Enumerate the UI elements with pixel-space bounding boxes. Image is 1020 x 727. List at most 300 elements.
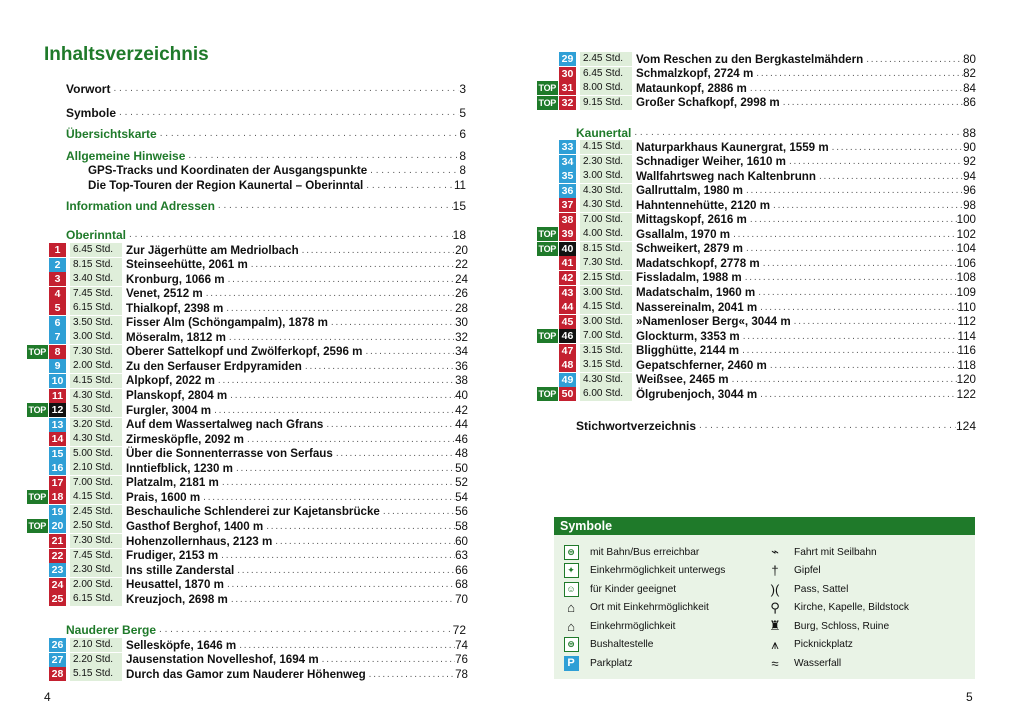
leader-dots xyxy=(328,317,455,328)
tour-title: Heusattel, 1870 m xyxy=(126,578,224,592)
symbol-legend xyxy=(554,517,975,679)
tour-title: Gasthof Berghof, 1400 m xyxy=(126,519,264,533)
tour-tag xyxy=(532,96,576,110)
tour-title: Fisser Alm (Schöngampalm), 1878 m xyxy=(126,316,328,330)
leader-dots xyxy=(227,390,455,401)
leader-dots xyxy=(233,463,455,474)
tour-page: 40 xyxy=(455,389,468,402)
tour-title: Mittagskopf, 2616 m xyxy=(636,213,747,227)
tour-page: 26 xyxy=(455,287,468,301)
bus-stop-icon: ⊜ xyxy=(562,637,580,653)
legend-label: Einkehrmöglichkeit xyxy=(590,620,676,632)
toc-entry[interactable] xyxy=(66,227,466,242)
legend-item xyxy=(766,581,848,597)
leader-dots xyxy=(333,448,455,459)
leader-dots xyxy=(631,127,962,138)
leader-dots xyxy=(757,302,957,313)
leader-dots xyxy=(747,214,957,225)
tour-page: 20 xyxy=(455,243,468,257)
legend-label: Bushaltestelle xyxy=(590,639,654,650)
tour-tag xyxy=(22,418,66,432)
leader-dots xyxy=(126,229,453,240)
tour-tag xyxy=(532,315,576,329)
tour-tag xyxy=(22,490,66,504)
leader-dots xyxy=(767,360,958,371)
leader-dots xyxy=(730,229,957,240)
tour-duration: 5.15 Std. xyxy=(70,667,122,681)
tour-title: Zur Jägerhütte am Medriolbach xyxy=(126,243,299,257)
tour-row[interactable] xyxy=(532,81,976,95)
tour-row[interactable] xyxy=(22,359,468,373)
tour-tag xyxy=(532,67,576,81)
tour-title: Inntiefblick, 1230 m xyxy=(126,461,233,475)
tour-title: Nassereinalm, 2041 m xyxy=(636,300,758,314)
tour-number: 36 xyxy=(559,184,576,198)
tour-number: 23 xyxy=(49,563,66,577)
leader-dots xyxy=(248,259,455,270)
picnic-icon: ⩚ xyxy=(771,636,779,652)
toc-entry-page: 18 xyxy=(452,227,466,242)
tour-duration: 3.20 Std. xyxy=(70,418,122,432)
tour-number: 49 xyxy=(559,373,576,387)
tour-row[interactable] xyxy=(22,418,468,432)
tour-tag xyxy=(532,242,576,256)
tour-tag xyxy=(22,505,66,519)
toc-entry-label: Übersichtskarte xyxy=(66,126,157,141)
pass-icon: )( xyxy=(770,581,780,597)
children-icon: ☺ xyxy=(562,581,580,597)
church-icon: ⚲ xyxy=(770,599,780,615)
bus-train-icon: ⊜ xyxy=(562,544,580,560)
tour-row[interactable] xyxy=(532,198,976,212)
leader-dots xyxy=(755,287,956,298)
legend-label: Parkplatz xyxy=(590,657,633,669)
tour-duration: 4.30 Std. xyxy=(580,198,632,212)
tour-duration: 7.00 Std. xyxy=(580,213,632,227)
tour-row[interactable] xyxy=(22,374,468,388)
tour-page: 46 xyxy=(455,432,468,446)
tour-page: 78 xyxy=(455,667,468,681)
tour-duration: 7.45 Std. xyxy=(70,549,122,563)
tour-duration: 6.45 Std. xyxy=(580,67,632,81)
leader-dots xyxy=(110,83,459,94)
tour-title: Möseralm, 1812 m xyxy=(126,330,226,344)
tour-row[interactable] xyxy=(22,563,468,577)
tour-tag xyxy=(22,243,66,257)
cable-car-icon: ⌁ xyxy=(771,544,779,559)
tour-page: 32 xyxy=(455,330,468,344)
leader-dots xyxy=(770,200,963,211)
tour-tag xyxy=(532,358,576,372)
legend-item xyxy=(562,600,709,616)
legend-item xyxy=(766,637,853,653)
tour-duration: 7.00 Std. xyxy=(70,476,122,490)
tour-row[interactable] xyxy=(22,638,468,652)
toc-entry-page: 15 xyxy=(452,198,466,213)
tour-title: Vom Reschen zu den Bergkastelmähdern xyxy=(636,52,864,66)
leader-dots xyxy=(791,316,958,327)
leader-dots xyxy=(228,594,455,605)
tour-tag xyxy=(22,653,66,667)
leader-dots xyxy=(200,492,455,503)
tour-duration: 4.30 Std. xyxy=(580,184,632,198)
tour-tag xyxy=(22,519,66,533)
tour-tag xyxy=(22,301,66,315)
legend-label: Burg, Schloss, Ruine xyxy=(794,620,890,632)
toc-entry[interactable] xyxy=(66,105,466,120)
hut-icon: ⌂ xyxy=(567,618,575,634)
tour-page: 58 xyxy=(455,519,468,533)
tour-page: 42 xyxy=(455,403,468,417)
tour-page: 94 xyxy=(963,169,976,183)
page-number-left: 4 xyxy=(44,690,51,704)
tour-page: 98 xyxy=(963,198,976,212)
tour-row[interactable] xyxy=(532,169,976,183)
toc-subentry-page: 8 xyxy=(459,163,466,177)
tour-number: 10 xyxy=(49,374,66,388)
legend-label: Fahrt mit Seilbahn xyxy=(794,546,877,558)
tour-number: 45 xyxy=(559,315,576,329)
tour-row[interactable] xyxy=(22,667,468,681)
leader-dots xyxy=(116,107,459,118)
tour-row[interactable] xyxy=(532,52,976,66)
toc-entry-page: 3 xyxy=(459,81,466,96)
tour-page: 48 xyxy=(455,447,468,461)
toc-entry-label: Symbole xyxy=(66,105,117,120)
tour-row[interactable] xyxy=(532,271,976,285)
tour-tag xyxy=(532,140,576,154)
tour-duration: 4.15 Std. xyxy=(70,374,122,388)
toc-entry[interactable] xyxy=(66,622,466,637)
tour-number: 15 xyxy=(49,447,66,461)
leader-dots xyxy=(215,375,455,386)
tour-tag xyxy=(22,667,66,681)
tour-number: 4 xyxy=(49,287,66,301)
legend-item xyxy=(766,655,841,671)
tour-row[interactable] xyxy=(22,316,468,330)
tour-tag xyxy=(22,549,66,563)
tour-title: Naturparkhaus Kaunergrat, 1559 m xyxy=(636,140,829,154)
tour-row[interactable] xyxy=(532,315,976,329)
leader-dots xyxy=(272,536,455,547)
tour-page: 122 xyxy=(956,387,976,401)
legend-title: Symbole xyxy=(554,517,975,535)
leader-dots xyxy=(780,97,963,108)
leader-dots xyxy=(739,345,957,356)
legend-label: Picknickplatz xyxy=(794,639,853,650)
toc-subentry-label: GPS-Tracks und Koordinaten der Ausgangspunkte xyxy=(88,163,368,177)
toc-entry[interactable] xyxy=(66,81,466,96)
tour-page: 82 xyxy=(963,67,976,81)
tour-number: 38 xyxy=(559,213,576,227)
leader-dots xyxy=(223,303,455,314)
tour-number: 43 xyxy=(559,286,576,300)
tour-row[interactable] xyxy=(22,389,468,403)
tour-title: Prais, 1600 m xyxy=(126,490,201,504)
tour-row[interactable] xyxy=(532,96,976,110)
toc-entry-label: Information und Adressen xyxy=(66,198,215,213)
toc-subentry[interactable] xyxy=(88,163,466,177)
toc-entry-page: 6 xyxy=(459,126,466,141)
legend-item xyxy=(562,544,699,560)
legend-item xyxy=(562,655,632,671)
tour-title: Madatschalm, 1960 m xyxy=(636,286,756,299)
tour-row[interactable] xyxy=(22,345,468,359)
castle-icon: ♜ xyxy=(769,618,781,633)
tour-duration: 7.45 Std. xyxy=(70,287,122,301)
tour-number: 42 xyxy=(559,271,576,285)
leader-dots xyxy=(786,156,963,167)
tour-tag xyxy=(22,345,66,359)
tour-number: 3 xyxy=(49,272,66,286)
leader-dots xyxy=(760,258,957,269)
leader-dots xyxy=(218,550,455,561)
tour-duration: 2.00 Std. xyxy=(70,578,122,592)
toc-entry-page: 8 xyxy=(459,148,466,163)
legend-item xyxy=(562,637,653,653)
tour-number: 37 xyxy=(559,198,576,212)
top-badge: TOP xyxy=(538,389,556,400)
leader-dots xyxy=(696,420,956,431)
tour-page: 108 xyxy=(956,271,976,285)
legend-label: Einkehrmöglichkeit unterwegs xyxy=(590,565,726,576)
tour-number: 29 xyxy=(559,52,576,66)
tour-number: 7 xyxy=(49,330,66,344)
tour-row[interactable] xyxy=(532,300,976,314)
tour-number: 39 xyxy=(559,227,576,241)
toc-subentry[interactable] xyxy=(88,178,466,192)
toc-entry[interactable] xyxy=(66,126,466,141)
tour-number: 2 xyxy=(49,258,66,272)
toc-entry[interactable] xyxy=(576,418,976,433)
tour-title: Fissladalm, 1988 m xyxy=(636,271,742,285)
tour-number: 13 xyxy=(49,418,66,432)
tour-row[interactable] xyxy=(22,505,468,519)
waterfall-icon: ≈ xyxy=(771,655,779,671)
tour-row[interactable] xyxy=(532,387,976,401)
tour-number: 21 xyxy=(49,534,66,548)
tour-row[interactable] xyxy=(532,242,976,256)
tour-tag xyxy=(22,578,66,592)
tour-title: Bligghütte, 2144 m xyxy=(636,344,740,358)
tour-row[interactable] xyxy=(22,490,468,504)
tour-row[interactable] xyxy=(532,184,976,198)
tour-duration: 4.15 Std. xyxy=(70,490,122,504)
leader-dots xyxy=(226,332,455,343)
tour-row[interactable] xyxy=(22,447,468,461)
tour-duration: 4.30 Std. xyxy=(70,389,122,403)
top-badge: TOP xyxy=(538,83,556,94)
tour-row[interactable] xyxy=(532,227,976,241)
toc-entry-label: Oberinntal xyxy=(66,227,127,242)
tour-duration: 6.15 Std. xyxy=(70,592,122,606)
tour-row[interactable] xyxy=(532,286,976,300)
tour-tag xyxy=(22,461,66,475)
tour-row[interactable] xyxy=(22,592,468,606)
leader-dots xyxy=(157,128,460,139)
tour-row[interactable] xyxy=(22,403,468,417)
tour-page: 66 xyxy=(455,563,468,577)
tour-title: Alpkopf, 2022 m xyxy=(126,374,215,388)
tour-number: 6 xyxy=(49,316,66,330)
legend-item xyxy=(562,581,676,597)
tour-tag xyxy=(22,258,66,272)
tour-duration: 8.15 Std. xyxy=(580,242,632,256)
legend-label: Kirche, Kapelle, Bildstock xyxy=(794,602,909,613)
tour-title: Schmalzkopf, 2724 m xyxy=(636,67,754,81)
tour-title: Venet, 2512 m xyxy=(126,287,203,301)
tour-row[interactable] xyxy=(22,301,468,315)
tour-number: 44 xyxy=(559,300,576,314)
tour-title: Mataunkopf, 2886 m xyxy=(636,81,747,95)
tour-row[interactable] xyxy=(22,330,468,344)
toc-entry[interactable] xyxy=(66,148,466,163)
tour-duration: 7.30 Std. xyxy=(70,345,122,359)
legend-item xyxy=(766,618,889,634)
page-title: Inhaltsverzeichnis xyxy=(44,44,209,65)
tour-duration: 2.50 Std. xyxy=(70,519,122,533)
tour-page: 30 xyxy=(455,316,468,330)
tour-duration: 4.30 Std. xyxy=(70,432,122,446)
tour-tag xyxy=(22,374,66,388)
leader-dots xyxy=(323,419,455,430)
tour-title: Frudiger, 2153 m xyxy=(126,549,219,563)
tour-page: 118 xyxy=(957,358,976,372)
tour-number: 11 xyxy=(49,389,66,403)
tour-tag xyxy=(532,300,576,314)
page-number-right: 5 xyxy=(966,690,973,704)
tour-row[interactable] xyxy=(22,534,468,548)
top-badge: TOP xyxy=(28,405,46,416)
leader-dots xyxy=(363,180,454,191)
tour-title: Oberer Sattelkopf und Zwölferkopf, 2596 m xyxy=(126,345,363,359)
tour-row[interactable] xyxy=(532,256,976,270)
tour-number: 25 xyxy=(49,592,66,606)
tour-page: 36 xyxy=(455,359,468,373)
tour-row[interactable] xyxy=(22,578,468,592)
tour-number: 9 xyxy=(49,359,66,373)
tour-number: 27 xyxy=(49,653,66,667)
tour-row[interactable] xyxy=(22,653,468,667)
tour-title: Furgler, 3004 m xyxy=(126,403,212,417)
tour-row[interactable] xyxy=(532,213,976,227)
tour-number: 34 xyxy=(559,155,576,169)
tour-number: 8 xyxy=(49,345,66,359)
toc-entry-page: 124 xyxy=(955,418,976,433)
tour-duration: 2.30 Std. xyxy=(580,155,632,169)
tour-title: Platzalm, 2181 m xyxy=(126,476,219,490)
leader-dots xyxy=(729,374,957,385)
leader-dots xyxy=(234,565,455,576)
tour-row[interactable] xyxy=(532,67,976,81)
toc-entry-page: 5 xyxy=(459,105,466,120)
village-icon: ⌂ xyxy=(567,600,575,615)
tour-row[interactable] xyxy=(532,358,976,372)
tour-number: 20 xyxy=(49,519,66,533)
tour-row[interactable] xyxy=(22,287,468,301)
tour-duration: 2.30 Std. xyxy=(70,563,122,577)
toc-entry[interactable] xyxy=(66,198,466,213)
tour-tag xyxy=(532,286,576,300)
tour-duration: 4.00 Std. xyxy=(580,227,632,241)
tour-title: Madatschkopf, 2778 m xyxy=(636,256,760,270)
tour-number: 32 xyxy=(559,96,576,110)
tour-tag xyxy=(532,81,576,95)
tour-title: Glockturm, 3353 m xyxy=(636,329,740,343)
tour-title: Zirmesköpfle, 2092 m xyxy=(126,432,244,446)
leader-dots xyxy=(224,579,455,590)
tour-duration: 4.15 Std. xyxy=(580,300,632,314)
tour-row[interactable] xyxy=(22,243,468,257)
tour-tag xyxy=(532,184,576,198)
legend-label: Wasserfall xyxy=(794,657,842,669)
tour-number: 18 xyxy=(49,490,66,504)
tour-number: 47 xyxy=(559,344,576,358)
tour-row[interactable] xyxy=(22,461,468,475)
tour-row[interactable] xyxy=(22,549,468,563)
tour-row[interactable] xyxy=(22,476,468,490)
tour-page: 114 xyxy=(957,329,976,343)
legend-item xyxy=(562,618,676,634)
parking-icon: P xyxy=(562,655,580,671)
tour-row[interactable] xyxy=(22,432,468,446)
tour-page: 104 xyxy=(956,242,976,256)
tour-row[interactable] xyxy=(532,155,976,169)
tour-title: Über die Sonnenterrasse von Serfaus xyxy=(126,447,333,461)
summit-cross-icon: † xyxy=(771,563,779,578)
tour-page: 76 xyxy=(455,653,468,666)
tour-duration: 3.15 Std. xyxy=(580,344,632,358)
tour-page: 84 xyxy=(963,81,976,95)
legend-label: Pass, Sattel xyxy=(794,583,849,595)
tour-row[interactable] xyxy=(532,329,976,343)
tour-tag xyxy=(22,403,66,417)
tour-title: Kronburg, 1066 m xyxy=(126,272,225,286)
tour-row[interactable] xyxy=(532,344,976,358)
top-badge: TOP xyxy=(538,243,556,254)
tour-tag xyxy=(22,272,66,286)
tour-title: Planskopf, 2804 m xyxy=(126,389,228,402)
tour-row[interactable] xyxy=(532,373,976,387)
tour-duration: 8.00 Std. xyxy=(580,81,632,95)
toc-entry[interactable] xyxy=(576,125,976,140)
toc-entry-label: Vorwort xyxy=(66,81,111,96)
leader-dots xyxy=(816,171,963,182)
tour-duration: 3.00 Std. xyxy=(70,330,122,344)
hiker-icon: ✦ xyxy=(562,563,580,579)
tour-number: 12 xyxy=(49,403,66,417)
tour-duration: 2.45 Std. xyxy=(580,52,632,66)
tour-tag xyxy=(22,592,66,606)
leader-dots xyxy=(319,654,455,665)
tour-number: 31 xyxy=(559,81,576,95)
leader-dots xyxy=(743,243,957,254)
leader-dots xyxy=(244,434,455,445)
tour-row[interactable] xyxy=(22,519,468,533)
tour-row[interactable] xyxy=(22,272,468,286)
leader-dots xyxy=(742,272,957,283)
leader-dots xyxy=(753,68,963,79)
toc-entry-label: Nauderer Berge xyxy=(66,622,157,637)
tour-title: Wallfahrtsweg nach Kaltenbrunn xyxy=(636,169,816,183)
tour-page: 28 xyxy=(455,301,468,315)
tour-tag xyxy=(532,271,576,285)
tour-row[interactable] xyxy=(22,258,468,272)
tour-row[interactable] xyxy=(532,140,976,154)
leader-dots xyxy=(215,200,453,211)
tour-title: Schweikert, 2879 m xyxy=(636,242,743,256)
tour-page: 116 xyxy=(957,344,976,358)
